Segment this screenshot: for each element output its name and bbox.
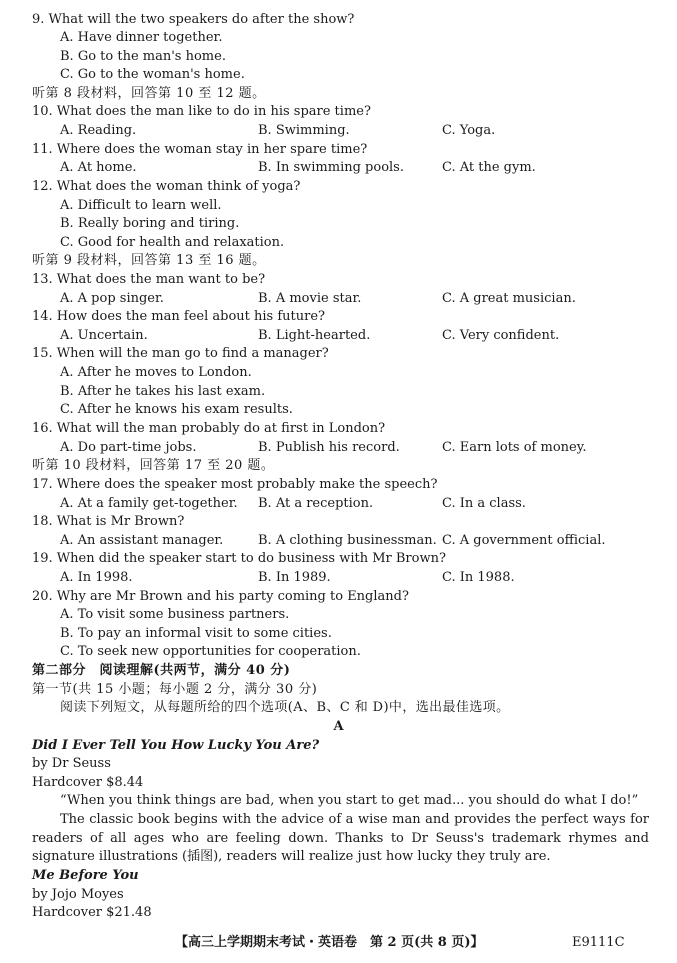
option-b: B. Light-hearted. [258, 328, 371, 343]
option-b: B. Swimming. [258, 123, 350, 138]
question-17: 17. Where does the speaker most probably make the speech? [32, 477, 438, 492]
book-1-description [32, 811, 649, 867]
material-8-instruction: 听第 8 段材料，回答第 10 至 12 题。 [32, 86, 266, 101]
question-16: 16. What will the man probably do at first in London? [32, 421, 386, 436]
option-a: A. Do part-time jobs. [60, 440, 197, 455]
option-c: C. Earn lots of money. [442, 440, 587, 455]
question-18: 18. What is Mr Brown? [32, 514, 185, 529]
option-b: B. A clothing businessman. [258, 533, 437, 548]
option-a: A. An assistant manager. [60, 533, 224, 548]
option-b: B. To pay an informal visit to some cities. [60, 626, 332, 641]
question-19: 19. When did the speaker start to do business with Mr Brown? [32, 551, 446, 566]
option-c: C. Go to the woman's home. [60, 67, 245, 82]
option-c: C. Very confident. [442, 328, 560, 343]
question-11: 11. Where does the woman stay in her spare time? [32, 142, 368, 157]
option-a: A. To visit some business partners. [60, 607, 290, 622]
question-9: 9. What will the two speakers do after the show? [32, 12, 355, 27]
option-c: C. At the gym. [442, 160, 536, 175]
book-1-title: Did I Ever Tell You How Lucky You Are? [32, 738, 320, 753]
option-c: C. In a class. [442, 496, 526, 511]
option-b: B. A movie star. [258, 291, 362, 306]
option-c: C. After he knows his exam results. [60, 402, 293, 417]
option-a: A. Uncertain. [60, 328, 148, 343]
option-a: A. Have dinner together. [60, 30, 223, 45]
option-a: A. Reading. [60, 123, 137, 138]
question-13: 13. What does the man want to be? [32, 272, 266, 287]
option-c: C. A government official. [442, 533, 606, 548]
book-2-author: by Jojo Moyes [32, 887, 124, 902]
option-b: B. Go to the man's home. [60, 49, 226, 64]
book-2-title: Me Before You [32, 868, 139, 883]
option-c: C. Yoga. [442, 123, 496, 138]
option-a: A. At home. [60, 160, 137, 175]
book-2-price: Hardcover $21.48 [32, 905, 152, 920]
part-2-heading: 第二部分 阅读理解(共两节，满分 40 分) [32, 663, 291, 678]
passage-letter: A [333, 719, 344, 734]
question-14: 14. How does the man feel about his future? [32, 309, 325, 324]
material-9-instruction: 听第 9 段材料，回答第 13 至 16 题。 [32, 253, 266, 268]
question-20: 20. Why are Mr Brown and his party coming to England? [32, 589, 409, 604]
question-12: 12. What does the woman think of yoga? [32, 179, 301, 194]
option-c: C. A great musician. [442, 291, 576, 306]
option-c: C. In 1988. [442, 570, 515, 585]
section-1-heading: 第一节(共 15 小题；每小题 2 分，满分 30 分) [32, 682, 318, 697]
option-c: C. To seek new opportunities for cooperation. [60, 644, 361, 659]
option-b: B. In 1989. [258, 570, 331, 585]
footer-exam-info: 【高三上学期期末考试・英语卷 第 2 页(共 8 页)】 [175, 935, 484, 950]
reading-instruction: 阅读下列短文，从每题所给的四个选项(A、B、C 和 D)中，选出最佳选项。 [60, 700, 510, 715]
option-b: B. At a reception. [258, 496, 374, 511]
option-a: A. A pop singer. [60, 291, 164, 306]
option-b: B. After he takes his last exam. [60, 384, 266, 399]
option-b: B. Really boring and tiring. [60, 216, 240, 231]
question-15: 15. When will the man go to find a manager? [32, 346, 329, 361]
footer-code: E9111C [572, 935, 625, 950]
option-b: B. In swimming pools. [258, 160, 404, 175]
option-a: A. After he moves to London. [60, 365, 252, 380]
book-1-quote: “When you think things are bad, when you start to get mad... you should do what I do!” [60, 793, 639, 808]
option-c: C. Good for health and relaxation. [60, 235, 285, 250]
book-1-author: by Dr Seuss [32, 756, 111, 771]
option-a: A. In 1998. [60, 570, 133, 585]
material-10-instruction: 听第 10 段材料，回答第 17 至 20 题。 [32, 458, 275, 473]
book-1-description-text: The classic book begins with the advice of a wise man and provides the perfect ways for readers of all ages who are feeling down. Thanks to Dr Seuss's trademark rhymes and signature illustrations (插图), readers will realize just how lucky they truly are. [32, 812, 649, 864]
option-a: A. Difficult to learn well. [60, 198, 222, 213]
option-b: B. Publish his record. [258, 440, 400, 455]
book-1-price: Hardcover $8.44 [32, 775, 144, 790]
question-10: 10. What does the man like to do in his spare time? [32, 104, 371, 119]
option-a: A. At a family get-together. [60, 496, 238, 511]
